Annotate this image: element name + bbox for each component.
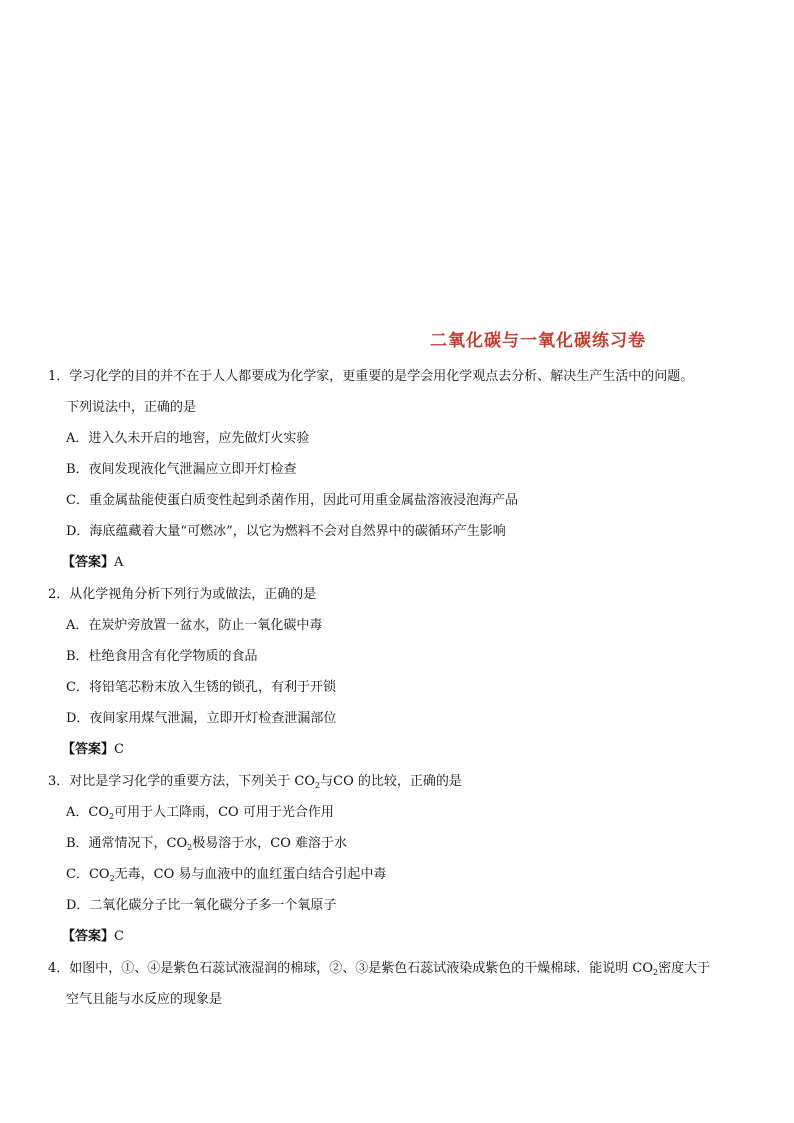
option-b-subscript: 2 — [187, 843, 193, 852]
question-3-stem-subscript: 2 — [315, 781, 321, 790]
question-4-number: 4． — [48, 961, 70, 976]
question-1-number: 1． — [48, 369, 70, 384]
question-3-option-d — [66, 897, 336, 919]
document-title: 二氧化碳与一氧化碳练习卷 — [430, 331, 646, 351]
question-1-option-a: A．进入久未开启的地窖，应先做灯火实验 — [66, 431, 310, 446]
question-3-option-a — [66, 804, 334, 826]
question-3-number: 3． — [48, 774, 70, 789]
question-4-stem-line2: 空气且能与水反应的现象是 — [66, 992, 223, 1007]
option-b-text: B．通常情况下，CO — [66, 836, 188, 851]
question-2-answer-value: C — [114, 742, 124, 757]
option-a-text-post: 可用于人工降雨，CO 可用于光合作用 — [114, 805, 334, 820]
question-1-stem — [48, 368, 693, 386]
question-3-option-c — [66, 866, 386, 888]
question-4-stem-pre: 如图中，①、④是紫色石蕊试液湿润的棉球，②、③是紫色石蕊试液染成紫色的干燥棉球．能说明 CO — [69, 961, 654, 976]
question-1-stem-line1: 学习化学的目的并不在于人人都要成为化学家，更重要的是学会用化学观点去分析、解决生产生活中的问题。 — [69, 369, 694, 384]
question-4-stem-subscript: 2 — [653, 968, 659, 977]
option-d-text: D．二氧化碳分子比一氧化碳分子多一个氧原子 — [66, 898, 337, 913]
question-4-stem — [48, 960, 710, 982]
option-c-text-post: 无毒，CO 易与血液中的血红蛋白结合引起中毒 — [114, 867, 387, 882]
question-3-stem-post: 与CO 的比较，正确的是 — [320, 774, 462, 789]
answer-label: 【答案】 — [62, 929, 115, 944]
question-2-stem — [48, 586, 316, 604]
option-b-text-post: 极易溶于水，CO 难溶于水 — [192, 836, 348, 851]
option-a-subscript: 2 — [109, 812, 115, 821]
question-2-number: 2． — [48, 587, 70, 602]
question-1-option-d: D．海底蕴藏着大量“可燃冰”，以它为燃料不会对自然界中的碳循环产生影响 — [66, 524, 506, 539]
option-c-text: C．CO — [66, 867, 110, 882]
answer-label: 【答案】 — [62, 742, 115, 757]
question-2-stem-line1: 从化学视角分析下列行为或做法，正确的是 — [69, 587, 317, 602]
question-1-answer-value: A — [114, 555, 124, 570]
question-3-option-b — [66, 835, 347, 857]
question-2-option-c: C．将铅笔芯粉末放入生锈的锁孔，有利于开锁 — [66, 680, 336, 695]
question-2-option-a: A．在炭炉旁放置一盆水，防止一氧化碳中毒 — [66, 618, 323, 633]
answer-label: 【答案】 — [62, 555, 115, 570]
question-2-answer — [62, 741, 124, 759]
question-3-stem-pre: 对比是学习化学的重要方法，下列关于 CO — [69, 774, 316, 789]
question-2-option-d: D．夜间家用煤气泄漏，立即开灯检查泄漏部位 — [66, 711, 337, 726]
question-3-stem — [48, 773, 462, 795]
question-1-option-c: C．重金属盐能使蛋白质变性起到杀菌作用，因此可用重金属盐溶液浸泡海产品 — [66, 493, 518, 508]
question-3-answer-value: C — [114, 929, 124, 944]
question-4-stem-post: 密度大于 — [658, 961, 711, 976]
question-1-answer — [62, 554, 123, 572]
option-c-subscript: 2 — [109, 874, 115, 883]
question-1-stem-line2: 下列说法中，正确的是 — [66, 400, 197, 415]
question-1-option-b: B．夜间发现液化气泄漏应立即开灯检查 — [66, 462, 297, 477]
question-3-answer — [62, 928, 124, 946]
question-2-option-b: B．杜绝食用含有化学物质的食品 — [66, 649, 258, 664]
option-a-text: A．CO — [66, 805, 109, 820]
